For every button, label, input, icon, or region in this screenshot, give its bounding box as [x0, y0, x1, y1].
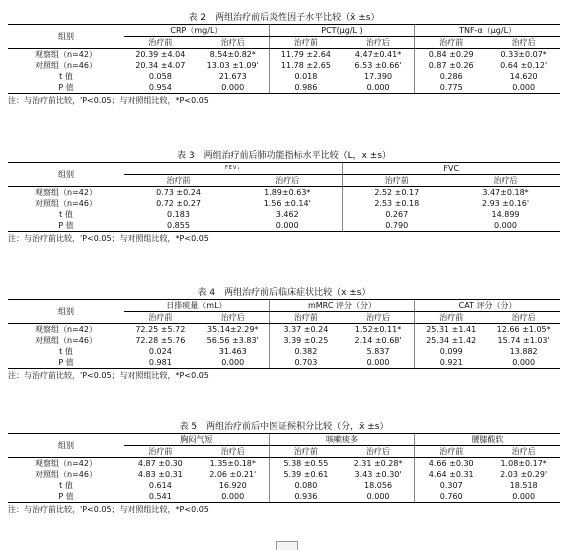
table-5 — [8, 421, 560, 515]
table-cell: 4.66 ±0.30 — [415, 458, 488, 470]
table-cell: 0.000 — [233, 220, 342, 232]
table-cell: 72.25 ±5.72 — [135, 325, 186, 334]
table-row — [8, 335, 560, 346]
table-cell: 2.52 ±0.17 — [342, 187, 451, 199]
sub-header: 治疗后 — [342, 446, 415, 458]
table-row — [8, 198, 560, 209]
table-cell: 25.34 ±1.42 — [415, 335, 488, 346]
table-cell: 17.390 — [364, 72, 393, 81]
table-row — [8, 60, 560, 71]
row-label: P 值 — [8, 220, 124, 232]
row-label: t 值 — [59, 72, 73, 81]
table-cell: 4.47±0.41* — [354, 50, 402, 59]
table-cell: 0.760 — [415, 491, 488, 503]
table-cell: 0.000 — [487, 491, 560, 503]
table-cell: 2.03 ±0.29' — [500, 470, 548, 479]
measure-header: FVC — [342, 163, 560, 175]
table-cell: 0.703 — [269, 357, 342, 369]
table-cell: 1.35±0.18* — [209, 459, 256, 468]
table-cell: 0.790 — [342, 220, 451, 232]
table-cell: 4.87 ±0.30 — [137, 459, 183, 468]
table-cell: 0.33±0.07* — [500, 50, 547, 59]
table-2-caption: 表 2 两组治疗前后炎性因子水平比较（x̄ ±s） — [188, 13, 380, 23]
table-cell: 0.024 — [148, 347, 172, 356]
table-cell: 3.43 ±0.30' — [354, 470, 402, 479]
group-header: 组别 — [8, 300, 124, 324]
measure-header: TNF-α（μg/L） — [415, 25, 560, 37]
row-label: 对照组（n=46） — [35, 61, 97, 70]
table-cell: 0.382 — [269, 346, 342, 357]
table-cell: 14.620 — [509, 72, 538, 81]
table-cell: 0.307 — [415, 480, 488, 491]
table-cell: 18.518 — [509, 481, 538, 490]
sub-header: 治疗后 — [197, 446, 270, 458]
table-4 — [8, 287, 560, 381]
row-label: 观察组（n=42） — [35, 50, 97, 59]
table-5-grid — [8, 433, 560, 503]
sub-header: 治疗前 — [269, 312, 342, 324]
table-cell: 2.06 ±0.21' — [209, 470, 257, 479]
table-row — [8, 324, 560, 336]
table-3-note: 注：与治疗前比较，'P<0.05；与对照组比较，*P<0.05 — [8, 234, 209, 243]
sub-header: 治疗前 — [124, 446, 197, 458]
row-label: 对照组（n=46） — [35, 470, 97, 479]
row-label: P 值 — [8, 491, 124, 503]
sub-header: 治疗前 — [415, 446, 488, 458]
table-row — [8, 469, 560, 480]
table-cell: 56.56 ±3.83' — [206, 336, 259, 345]
row-label: t 值 — [59, 210, 73, 219]
group-header: 组别 — [8, 25, 124, 49]
sub-header: 治疗前 — [415, 37, 488, 49]
table-cell: 0.954 — [124, 82, 197, 94]
table-cell: 0.000 — [197, 357, 270, 369]
sub-header: 治疗后 — [197, 312, 270, 324]
table-cell: 11.78 ±2.65 — [269, 60, 342, 71]
sub-header: 治疗前 — [415, 312, 488, 324]
table-2-note: 注：与治疗前比较，'P<0.05；与对照组比较，*P<0.05 — [8, 96, 209, 105]
table-4-caption: 表 4 两组治疗前后临床症状比较（x ±s） — [197, 288, 371, 298]
table-cell: 2.14 ±0.68' — [354, 336, 402, 345]
table-cell: 20.39 ±4.04 — [135, 50, 186, 59]
table-cell: 5.38 ±0.55 — [269, 458, 342, 470]
table-row — [8, 71, 560, 82]
table-5-note: 注：与治疗前比较，'P<0.05；与对照组比较，*P<0.05 — [8, 505, 209, 514]
sub-header: 治疗后 — [342, 312, 415, 324]
group-header: 组别 — [8, 163, 124, 187]
table-cell: 0.72 ±0.27 — [156, 199, 201, 208]
table-cell: 2.31 ±0.28* — [353, 459, 403, 468]
sub-header: 治疗后 — [197, 37, 270, 49]
row-label: P 值 — [8, 357, 124, 369]
sub-header: 治疗前 — [269, 446, 342, 458]
measure-header: 腰膝酸软 — [415, 434, 560, 446]
measure-header: 胸闷气短 — [124, 434, 269, 446]
table-cell: 0.981 — [124, 357, 197, 369]
table-cell: 31.463 — [218, 347, 247, 356]
table-cell: 11.79 ±2.64 — [269, 49, 342, 61]
table-cell: 13.03 ±1.09' — [206, 61, 259, 70]
sub-header: 治疗前 — [342, 175, 451, 187]
table-cell: 0.986 — [269, 82, 342, 94]
table-cell: 14.899 — [491, 210, 520, 219]
sub-header: 治疗后 — [487, 37, 560, 49]
table-cell: 0.775 — [415, 82, 488, 94]
measure-header: mMRC 评分（分） — [269, 300, 414, 312]
table-cell: 0.855 — [124, 220, 233, 232]
row-label: 观察组（n=42） — [35, 188, 97, 197]
row-label: 对照组（n=46） — [35, 199, 97, 208]
table-row — [8, 458, 560, 470]
table-cell: 6.53 ±0.66' — [354, 61, 402, 70]
table-cell: 4.83 ±0.31 — [137, 470, 183, 479]
row-label: 观察组（n=42） — [35, 325, 97, 334]
table-row — [8, 209, 560, 220]
table-cell: 2.53 ±0.18 — [342, 198, 451, 209]
table-cell: 4.64 ±0.31 — [415, 469, 488, 480]
row-label: t 值 — [59, 481, 73, 490]
sub-header: 治疗后 — [487, 312, 560, 324]
table-cell: 0.080 — [269, 480, 342, 491]
table-3-caption: 表 3 两组治疗前后肺功能指标水平比较（L，x ±s） — [176, 151, 392, 161]
table-cell: 20.34 ±4.07 — [135, 61, 186, 70]
table-cell: 0.018 — [269, 71, 342, 82]
table-cell: 2.93 ±0.16' — [481, 199, 530, 208]
table-cell: 0.64 ±0.12' — [500, 61, 548, 70]
measure-header: FEV₁ — [124, 163, 342, 175]
table-row — [8, 357, 560, 369]
table-cell: 0.000 — [487, 82, 560, 94]
table-3 — [8, 150, 560, 244]
table-row — [8, 491, 560, 503]
table-cell: 25.31 ±1.41 — [415, 324, 488, 336]
measure-header: CRP（mg/L） — [124, 25, 269, 37]
table-row — [8, 480, 560, 491]
table-row — [8, 187, 560, 199]
sub-header: 治疗后 — [233, 175, 342, 187]
sub-header: 治疗前 — [124, 312, 197, 324]
row-label: 观察组（n=42） — [35, 459, 97, 468]
table-cell: 0.936 — [269, 491, 342, 503]
table-cell: 0.183 — [167, 210, 190, 219]
table-row — [8, 82, 560, 94]
table-5-caption: 表 5 两组治疗前后中医证候积分比较（分，x̄ ±s） — [179, 422, 389, 432]
sub-header: 治疗后 — [487, 446, 560, 458]
table-cell: 12.66 ±1.05* — [496, 325, 551, 334]
table-row — [8, 346, 560, 357]
table-2 — [8, 12, 560, 106]
table-cell: 0.73 ±0.24 — [156, 188, 201, 197]
table-cell: 0.000 — [342, 357, 415, 369]
table-cell: 15.74 ±1.03' — [497, 336, 550, 345]
table-cell: 0.87 ±0.26 — [415, 60, 488, 71]
table-cell: 0.84 ±0.29 — [415, 49, 488, 61]
row-label: P 值 — [8, 82, 124, 94]
table-cell: 3.39 ±0.25 — [269, 335, 342, 346]
measure-header: CAT 评分（分） — [415, 300, 560, 312]
table-cell: 3.47±0.18* — [482, 188, 529, 197]
group-header: 组别 — [8, 434, 124, 458]
table-3-grid — [8, 162, 560, 232]
table-cell: 0.921 — [415, 357, 488, 369]
sub-header: 治疗前 — [124, 37, 197, 49]
table-cell: 21.673 — [218, 72, 247, 81]
table-cell: 8.54±0.82* — [209, 50, 256, 59]
table-cell: 5.837 — [366, 347, 390, 356]
table-cell: 0.000 — [342, 491, 415, 503]
table-cell: 0.541 — [124, 491, 197, 503]
table-cell: 1.89±0.63* — [264, 188, 311, 197]
table-cell: 0.000 — [197, 82, 270, 94]
table-cell: 35.14±2.29* — [207, 325, 259, 334]
sub-header: 治疗后 — [451, 175, 560, 187]
table-cell: 0.000 — [342, 82, 415, 94]
table-cell: 0.614 — [148, 481, 172, 490]
measure-header: PCT(μg/L ) — [269, 25, 414, 37]
table-cell: 0.099 — [415, 346, 488, 357]
table-cell: 5.39 ±0.61 — [269, 469, 342, 480]
table-cell: 3.37 ±0.24 — [269, 324, 342, 336]
table-cell: 0.000 — [197, 491, 270, 503]
table-cell: 0.058 — [148, 72, 172, 81]
table-cell: 16.920 — [218, 481, 247, 490]
table-cell: 13.882 — [509, 347, 538, 356]
table-row — [8, 49, 560, 61]
row-label: t 值 — [59, 347, 73, 356]
table-cell: 0.286 — [415, 71, 488, 82]
table-cell: 0.000 — [487, 357, 560, 369]
table-cell: 0.000 — [451, 220, 560, 232]
table-cell: 1.52±0.11* — [354, 325, 402, 334]
table-cell: 1.56 ±0.14' — [263, 199, 311, 208]
sub-header: 治疗后 — [342, 37, 415, 49]
measure-header: 咳嗽痰多 — [269, 434, 414, 446]
table-row — [8, 220, 560, 232]
scroll-handle[interactable] — [276, 541, 298, 550]
table-cell: 72.28 ±5.76 — [135, 336, 186, 345]
sub-header: 治疗前 — [269, 37, 342, 49]
table-cell: 0.267 — [342, 209, 451, 220]
measure-header: 日排痰量（mL） — [124, 300, 269, 312]
table-cell: 18.056 — [364, 481, 393, 490]
table-4-grid — [8, 299, 560, 369]
sub-header: 治疗前 — [124, 175, 233, 187]
table-cell: 1.08±0.17* — [500, 459, 547, 468]
row-label: 对照组（n=46） — [35, 336, 97, 345]
table-cell: 3.462 — [275, 210, 299, 219]
table-4-note: 注：与治疗前比较，'P<0.05；与对照组比较，*P<0.05 — [8, 371, 209, 380]
table-2-grid — [8, 24, 560, 94]
